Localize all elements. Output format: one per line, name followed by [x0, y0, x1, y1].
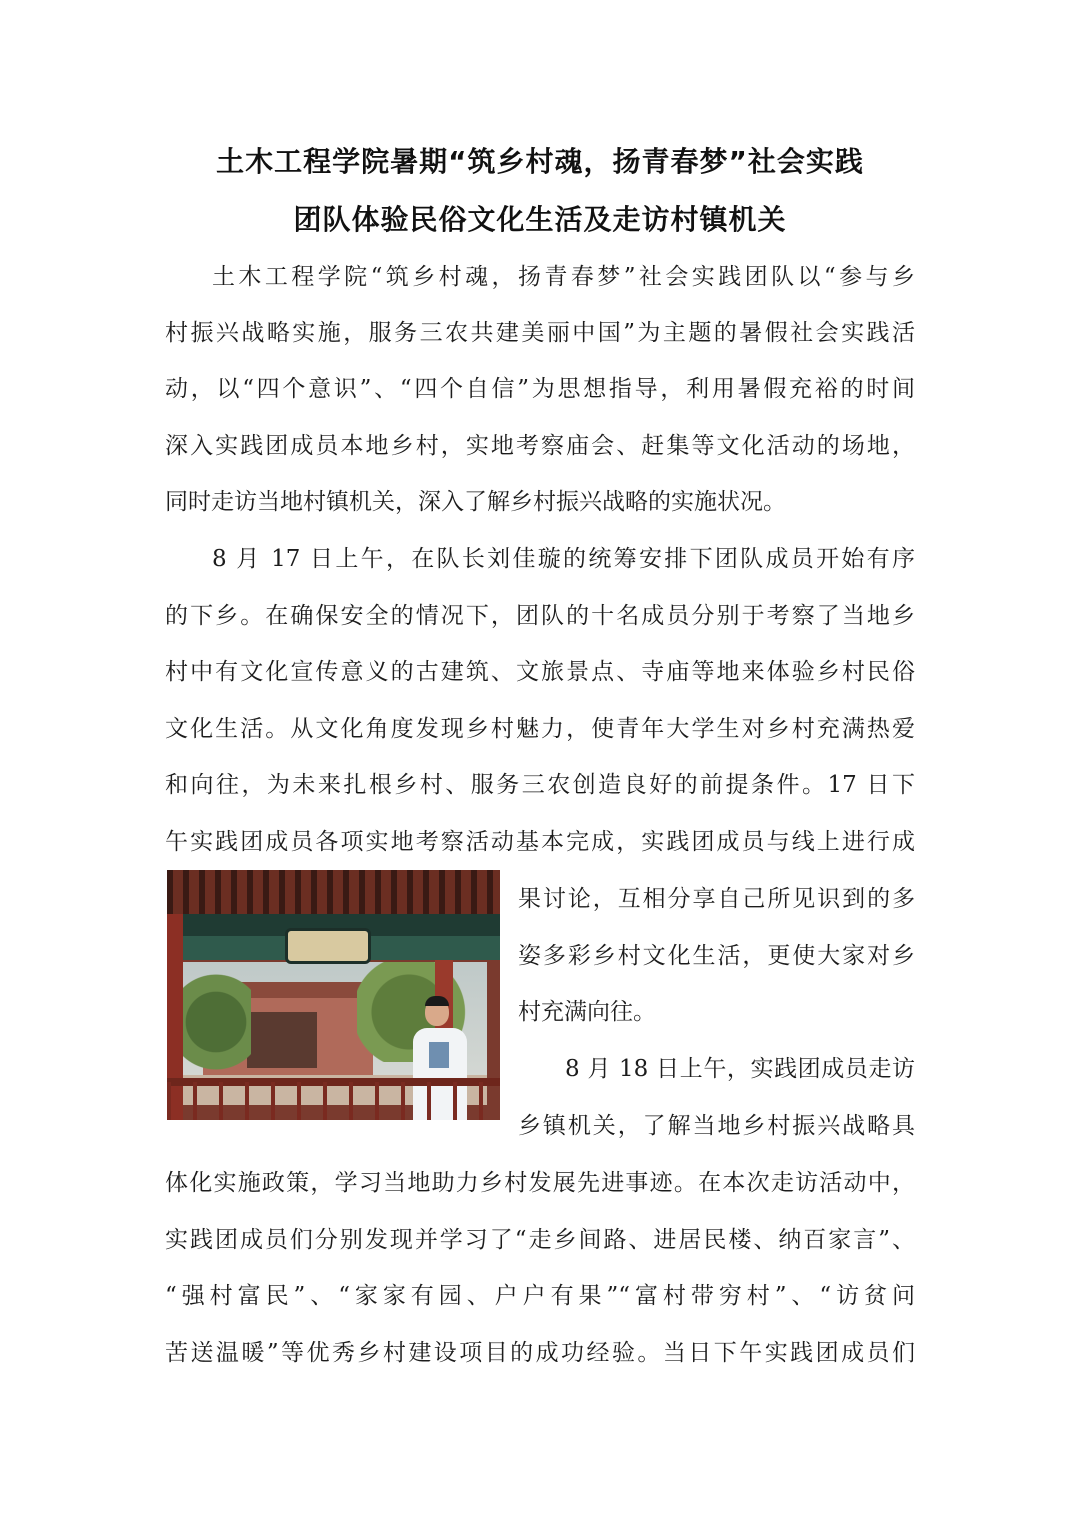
paragraph-2-line: 村充满向往。 — [518, 999, 656, 1025]
document-title-line-1: 土木工程学院暑期“筑乡村魂，扬青春梦”社会实践 — [216, 145, 864, 178]
paragraph-3-line: 苦送温暖”等优秀乡村建设项目的成功经验。当日下午实践团成员们 — [165, 1340, 915, 1366]
paragraph-3-line: “强村富民”、“家家有园、户户有果”“富村带穷村”、“访贫问 — [165, 1283, 915, 1309]
paragraph-3-line: 乡镇机关，了解当地乡村振兴战略具 — [518, 1113, 915, 1139]
paragraph-2-line: 村中有文化宣传意义的古建筑、文旅景点、寺庙等地来体验乡村民俗 — [165, 659, 915, 685]
paragraph-1-line: 同时走访当地村镇机关，深入了解乡村振兴战略的实施状况。 — [165, 489, 786, 515]
paragraph-2-line: 果讨论，互相分享自己所见识到的多 — [518, 886, 915, 912]
photo-ceiling-rafters — [167, 870, 500, 918]
paragraph-3-line: 8 月 18 日上午，实践团成员走访 — [565, 1056, 915, 1082]
paragraph-2-line: 8 月 17 日上午，在队长刘佳璇的统筹安排下团队成员开始有序 — [212, 546, 915, 572]
paragraph-3-line: 实践团成员们分别发现并学习了“走乡间路、进居民楼、纳百家言”、 — [165, 1227, 915, 1253]
paragraph-2-line: 的下乡。在确保安全的情况下，团队的十名成员分别于考察了当地乡 — [165, 603, 915, 629]
photo-railing — [167, 1082, 500, 1120]
paragraph-1-line: 村振兴战略实施，服务三农共建美丽中国”为主题的暑假社会实践活 — [165, 320, 915, 346]
paragraph-1-line: 深入实践团成员本地乡村，实地考察庙会、赶集等文化活动的场地， — [165, 433, 915, 459]
paragraph-1-line: 土木工程学院“筑乡村魂，扬青春梦”社会实践团队以“参与乡 — [212, 264, 915, 290]
paragraph-2-line: 午实践团成员各项实地考察活动基本完成，实践团成员与线上进行成 — [165, 829, 915, 855]
paragraph-2-line: 和向往，为未来扎根乡村、服务三农创造良好的前提条件。17 日下 — [165, 772, 915, 798]
photo-temple-gate — [247, 1012, 317, 1068]
team-member-photo — [167, 870, 500, 1120]
photo-person-shirt-print — [429, 1042, 449, 1068]
photo-plaque — [285, 928, 371, 964]
paragraph-2-line: 姿多彩乡村文化生活，更使大家对乡 — [518, 943, 915, 969]
paragraph-1-line: 动，以“四个意识”、“四个自信”为思想指导，利用暑假充裕的时间 — [165, 376, 915, 402]
photo-person-hair — [425, 996, 449, 1006]
paragraph-2-line: 文化生活。从文化角度发现乡村魅力，使青年大学生对乡村充满热爱 — [165, 716, 915, 742]
document-title-line-2: 团队体验民俗文化生活及走访村镇机关 — [293, 203, 787, 236]
paragraph-3-line: 体化实施政策，学习当地助力乡村发展先进事迹。在本次走访活动中， — [165, 1170, 915, 1196]
